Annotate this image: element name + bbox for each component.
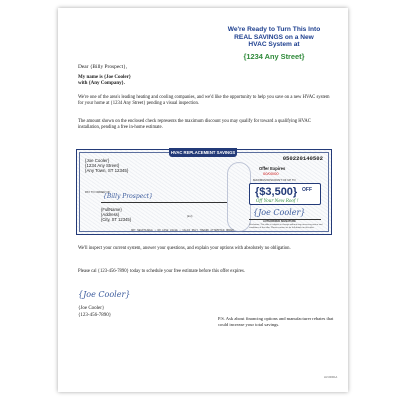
intro-line-2: with {Any Company}. [78, 81, 125, 86]
check-disclaimer: Disclaimer: This offer is subject to change without any necessary notice and conditions of the offer. Please contact us for full details on this offer. [249, 224, 323, 229]
payee-address: {Address} [101, 212, 120, 218]
check-number: 050220140502 [282, 155, 323, 162]
check-from-street: {1234 Any Street} [85, 163, 120, 169]
closing-signature: {Joe Cooler} [78, 290, 131, 299]
check-guilloche [227, 162, 251, 232]
check-title: HVAC REPLACEMENT SAVINGS [170, 150, 236, 155]
savings-check [76, 149, 332, 235]
max-discount-label: MAXIMUM DISCOUNT OF UP TO [253, 178, 296, 182]
payee-city: {City, ST 12345} [101, 217, 132, 223]
postscript: P.S. Ask about financing options and manufacturer rebates that could increase your total savings. [218, 316, 334, 327]
intro-line-1: My name is {Joe Cooler} [78, 75, 131, 80]
letter-page [58, 8, 348, 392]
check-from-address [85, 158, 128, 174]
headline-line-2: REAL SAVINGS on a New [234, 33, 314, 41]
closing-name: {Joe Cooler} [78, 306, 105, 311]
headline-street: {1234 Any Street} [243, 51, 305, 61]
check-amount-off: OFF [302, 187, 312, 193]
offer-expires-date: 00/00/00 [263, 171, 279, 176]
closing-phone: {123-456-7890} [78, 313, 112, 318]
signature-label: AUTHORIZED SIGNATURE [263, 220, 296, 223]
inv-code: {inv} [187, 214, 193, 218]
offer-expires-label: Offer Expires [259, 166, 286, 171]
payee-name: {FullName} [101, 207, 122, 212]
headline-block [208, 26, 340, 60]
payee-address-block [101, 207, 131, 223]
intro-block [78, 75, 131, 87]
check-amount: {$3,500} [255, 186, 298, 198]
headline-line-1: We're Ready to Turn This Into [227, 26, 321, 33]
pay-to-label: PAY TO ORDER OF [85, 190, 111, 194]
greeting: Dear {Billy Prospect}, [78, 64, 128, 70]
check-from-name: {Joe Cooler} [85, 158, 110, 163]
payee-line [101, 202, 227, 203]
paragraph-3: We'll inspect your current system, answer your questions, and explain your options with absolutely no obligation. [78, 246, 291, 251]
check-amount-script: Off Your New Roof ! [256, 198, 299, 203]
check-from-city: {Any Town, ST 12345} [85, 168, 129, 174]
check-micr-line: NOT NEGOTIABLE • NO CASH VALUE • VALID ONLY TOWARD ATTEMPTED ORDER [131, 229, 234, 232]
check-signature: {Joe Cooler} [253, 208, 306, 217]
payee-script: {Billy Prospect} [103, 193, 153, 200]
amount-box [249, 183, 321, 205]
footer-code: HV-00001A [324, 376, 338, 379]
headline-line-3: HVAC System at [248, 41, 300, 49]
paragraph-1: We're one of the area's leading heating and cooling companies, and we'd like the opportunity to help you save on a new HVAC system for your home at {1234 Any Street} pending a visual inspection. [78, 95, 330, 106]
paragraph-2: The amount shown on the enclosed check represents the maximum discount you may qualify for toward a qualifying HVAC installation, pending a free in-home estimate. [78, 119, 311, 130]
paragraph-4: Please cal {123-456-7890} today to schedule your free estimate before this offer expires. [78, 269, 245, 274]
closing-block [78, 305, 111, 319]
